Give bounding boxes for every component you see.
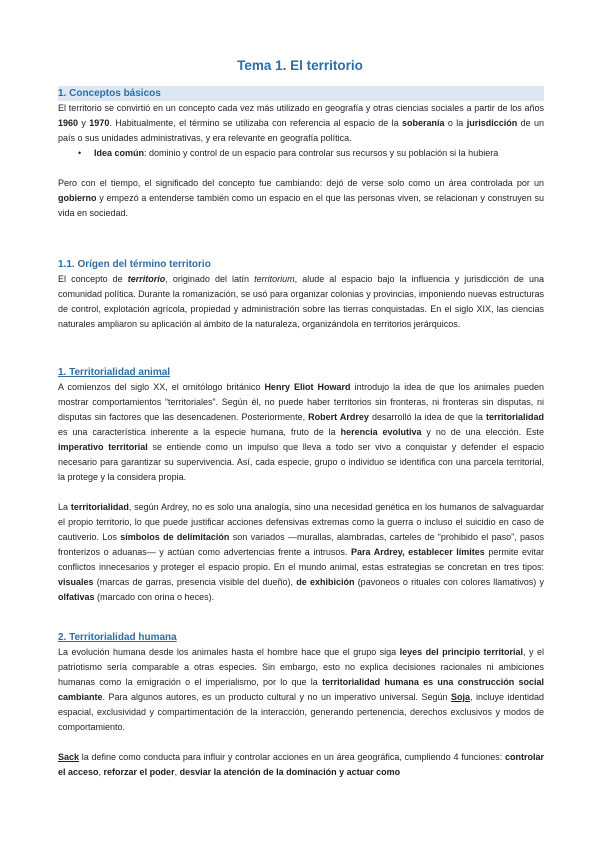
section-heading: 1.1. Orígen del término territorio <box>58 259 211 270</box>
section-conceptos-basicos <box>58 86 544 221</box>
paragraph: Pero con el tiempo, el significado del concepto fue cambiando: dejó de verse solo como un área controlada por un gobierno y empezó a entenderse también como un espacio en el que las personas viven, se relacionan y construyen su vida en sociedad. <box>58 178 544 218</box>
paragraph: La evolución humana desde los animales hasta el hombre hace que el grupo siga leyes del principio territorial, y el patriotismo sería comparable a otras especies. Sin embargo, esto no explica decisiones racionales ni ambiciones humanas como la emigración o el imperialismo, por lo que la territorialidad humana es una construcción social cambiante. Para algunos autores, es un producto cultural y no un imperativo universal. Según Soja, incluye identidad espacial, exclusividad y compartimentación de la interacción, generando pertenencia, derechos exclusivos y modos de comportamiento. <box>58 647 544 732</box>
paragraph: Sack la define como conducta para influir y controlar acciones en un área geográfica, cumpliendo 4 funciones: controlar el acceso, reforzar el poder, desviar la atención de la dominación y actuar como <box>58 752 544 777</box>
section-heading: 1. Conceptos básicos <box>58 86 544 101</box>
paragraph: El territorio se convirtió en un concepto cada vez más utilizado en geografía y otras ciencias sociales a partir de los años 1960 y 1970. Habitualmente, el término se utilizaba con referencia al espacio de la soberanía o la jurisdicción de un país o sus unidades administrativas, y era relevante en geografía política. <box>58 103 544 143</box>
bullet-icon: • <box>78 148 82 158</box>
section-heading: 1. Territorialidad animal <box>58 367 171 378</box>
paragraph: A comienzos del siglo XX, el ornitólogo británico Henry Eliot Howard introdujo la idea de que los animales pueden mostrar comportamientos “territoriales”. Según él, no puede haber territorios sin fronteras, ni fronteras sin disputas, ni disputas sin factores que las desencadenen. Posteriormente, Robert Ardrey desarrolló la idea de que la territorialidad es una característica inherente a la especie humana, fruto de la herencia evolutiva y no de una elección. Este imperativo territorial se entiende como un impulso que lleva a todo ser vivo a conquistar y defender el espacio necesario para garantizar su supervivencia. Así, cada especie, grupo o individuo se identifica con una parcela territorial, la protege y la considera propia. <box>58 382 545 482</box>
section-territorialidad-animal <box>58 365 544 605</box>
paragraph: El concepto de territorio, originado del latín territorium, alude al espacio bajo la influencia y jurisdicción de una comunidad política. Durante la romanización, se usó para organizar colonias y provincias, imponiendo nuevas estructuras de control, explotación agrícola, propiedad y administración sobre las tierras conquistadas. En el siglo XIX, las ciencias naturales ampliaron su aplicación al ámbito de la naturaleza, organizándola en territorios jerárquicos. <box>58 274 544 329</box>
paragraph: La territorialidad, según Ardrey, no es solo una analogía, sino una necesidad genética en los humanos de salvaguardar el propio territorio, lo que puede justificar acciones defensivas extremas como la guerra o incluso el suicidio en caso de cautiverio. Los símbolos de delimitación son variados —murallas, alambradas, carteles de “prohibido el paso”, pasos fronterizos o aduanas— y actúan como advertencias frente a intrusos. Para Ardrey, establecer límites permite evitar conflictos innecesarios y proteger el espacio propio. En el mundo animal, estas estrategias se concretan en tres tipos: visuales (marcas de garras, presencia visible del dueño), de exhibición (pavoneos o rituales con colores llamativos) y olfativas (marcado con orina o heces). <box>58 502 545 602</box>
list-item: • Idea común: dominio y control de un espacio para controlar sus recursos y su población si la hubiera <box>58 146 544 161</box>
section-territorialidad-humana <box>58 630 544 780</box>
section-origen-termino <box>58 257 544 332</box>
section-heading: 2. Territorialidad humana <box>58 632 177 643</box>
page-title: Tema 1. El territorio <box>237 58 363 73</box>
